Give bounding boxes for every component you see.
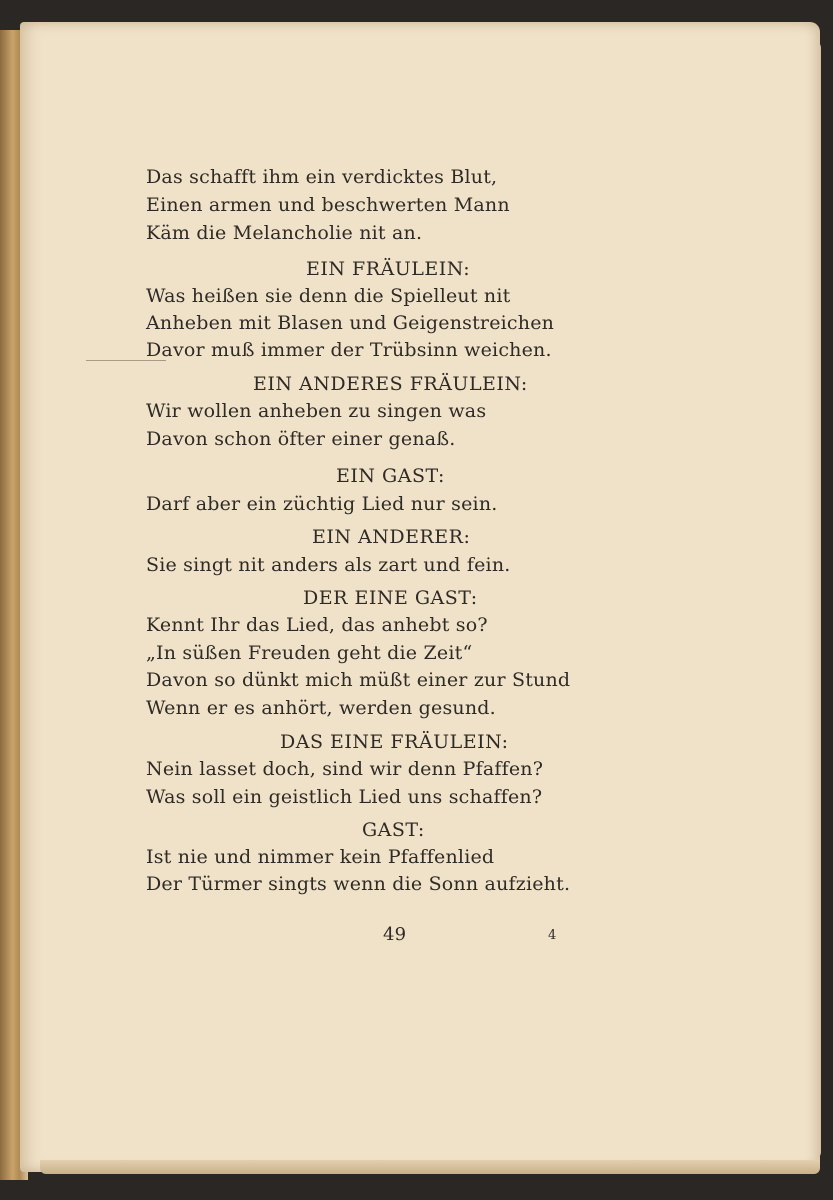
verse-line: Davor muß immer der Trübsinn weichen. — [146, 339, 552, 361]
verse-line: Wenn er es anhört, werden gesund. — [146, 697, 496, 719]
verse-line: „In süßen Freuden geht die Zeit“ — [146, 642, 473, 664]
speaker-heading: EIN ANDERES FRÄULEIN: — [253, 373, 528, 395]
verse-line: Davon schon öfter einer genaß. — [146, 428, 456, 450]
verse-line: Sie singt nit anders als zart und fein. — [146, 554, 511, 576]
speaker-heading: EIN GAST: — [336, 465, 445, 487]
verse-line: Darf aber ein züchtig Lied nur sein. — [146, 493, 498, 515]
verse-line: Was soll ein geistlich Lied uns schaffen? — [146, 786, 543, 808]
verse-line: Einen armen und beschwerten Mann — [146, 194, 510, 216]
speaker-heading: DAS EINE FRÄULEIN: — [280, 731, 509, 753]
verse-line: Käm die Melancholie nit an. — [146, 222, 423, 244]
verse-line: Was heißen sie denn die Spielleut nit — [146, 285, 511, 307]
verse-line: Davon so dünkt mich müßt einer zur Stund — [146, 669, 571, 691]
verse-line: Kennt Ihr das Lied, das anhebt so? — [146, 614, 488, 636]
speaker-heading: EIN ANDERER: — [312, 526, 471, 548]
speaker-heading: GAST: — [362, 819, 425, 841]
verse-line: Nein lasset doch, sind wir denn Pfaffen? — [146, 758, 544, 780]
verse-line: Anheben mit Blasen und Geigenstreichen — [146, 312, 555, 334]
verse-line: Das schafft ihm ein verdicktes Blut, — [146, 166, 498, 188]
speaker-heading: EIN FRÄULEIN: — [306, 258, 471, 280]
verse-line: Wir wollen anheben zu singen was — [146, 400, 487, 422]
speaker-heading: DER EINE GAST: — [303, 587, 478, 609]
signature-mark: 4 — [548, 928, 557, 943]
verse-line: Der Türmer singts wenn die Sonn aufzieht. — [146, 873, 571, 895]
verse-line: Ist nie und nimmer kein Pfaffenlied — [146, 846, 495, 868]
page-number: 49 — [383, 924, 407, 945]
